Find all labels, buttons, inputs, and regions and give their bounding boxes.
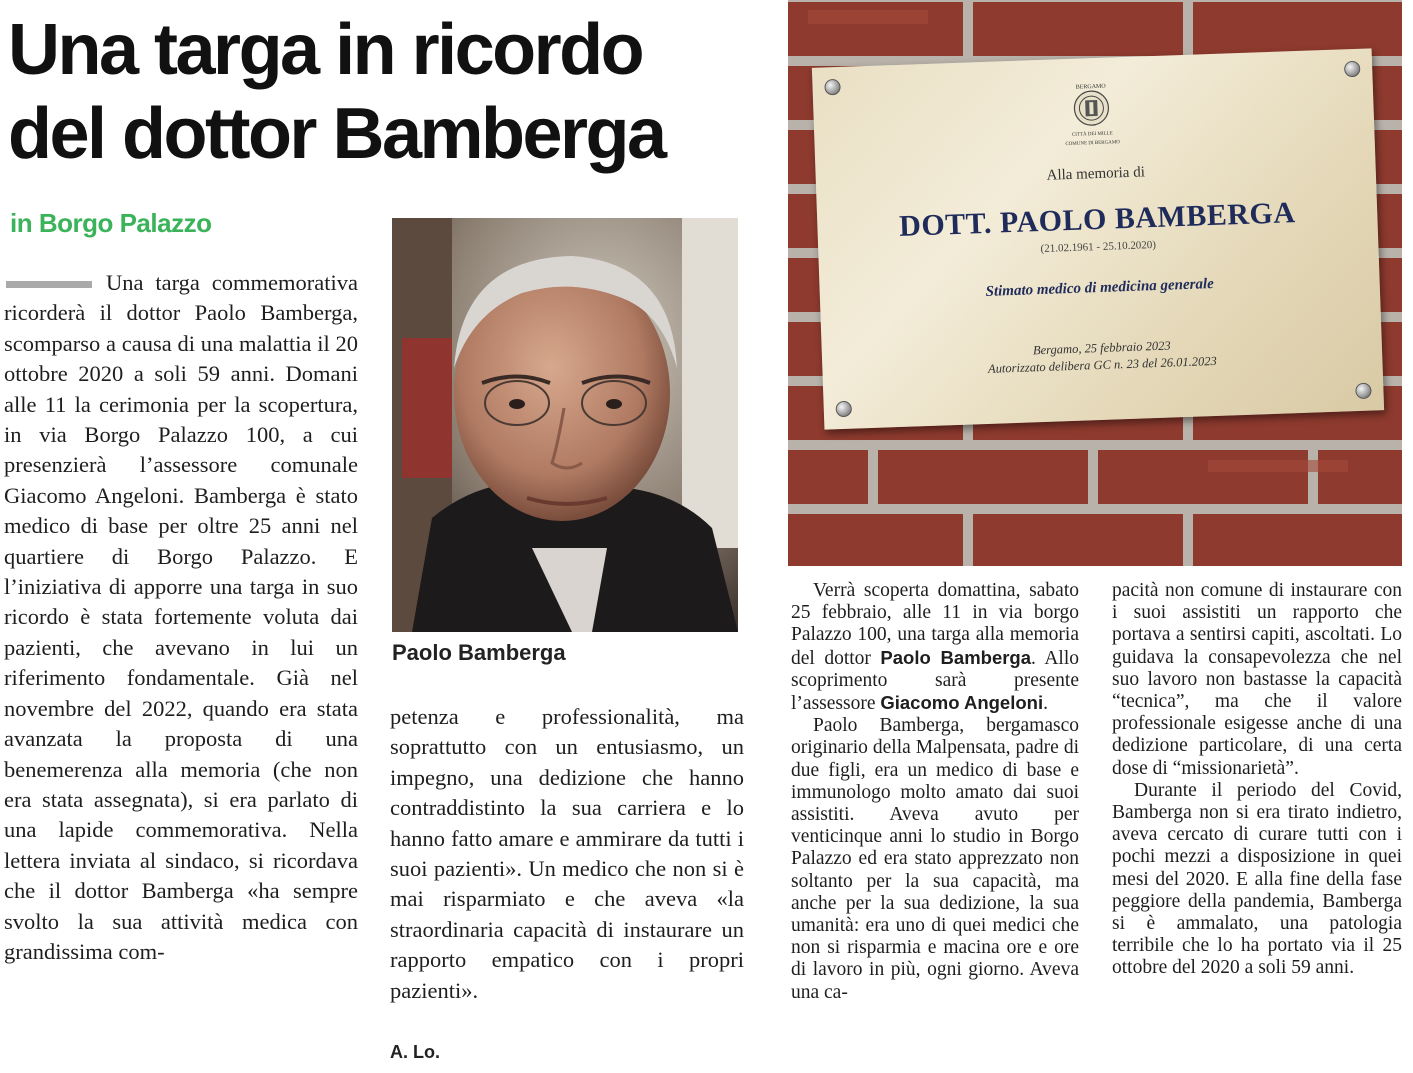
photo-caption: Paolo Bamberga <box>392 640 566 665</box>
article-body-left <box>4 268 358 967</box>
crest-text-top: BERGAMO <box>1075 83 1106 91</box>
screw-icon <box>1355 383 1372 400</box>
screw-icon <box>836 401 853 418</box>
screw-icon <box>1344 61 1361 78</box>
second-article-col-2 <box>1112 580 1402 980</box>
plaque-authorization: Autorizzato delibera GC n. 23 del 26.01.2023 <box>987 353 1217 376</box>
paragraph-text: . <box>1043 693 1048 715</box>
crest-text-bottom: CITTÀ DEI MILLE <box>1071 131 1113 138</box>
crest-text-sub: COMUNE DI BERGAMO <box>1065 140 1120 148</box>
screw-icon <box>824 79 841 96</box>
second-article-paragraph: pacità non comune di instaurare con i suoi assistiti un rapporto che portava a sentirsi capiti, ascoltati. Lo guidava la consapevolezza che nel suo lavoro non bastasse la capacità “tecnica”, ma che il valore professionale esigesse anche di una dedizione particolare, di una certa dose di “missionarietà”. <box>1112 580 1402 779</box>
portrait-illustration <box>392 218 738 632</box>
headline-line-1: Una targa in ricordo <box>8 10 643 90</box>
plaque-place-date: Bergamo, 25 febbraio 2023 <box>1032 338 1171 358</box>
bold-assessore: Giacomo Angeloni <box>880 692 1044 714</box>
plaque-photo <box>788 0 1402 566</box>
bold-name: Paolo Bamberga <box>880 646 1032 668</box>
body-left-text: Una targa commemorativa ricorderà il dottor Paolo Bamberga, scomparso a causa di una malattia il 20 ottobre 2020 a soli 59 anni. Domani alle 11 la cerimonia per la scopertura, in via Borgo Palazzo 100, a cui presenzierà l’assessore comunale Giacomo Angeloni. Bamberga è stato medico di base per oltre 25 anni nel quartiere di Borgo Palazzo. E l’iniziativa di apporre una targa in suo ricordo è stata fortemente voluta dai pazienti, che avevano in lui un riferimento fondamentale. Già nel novembre del 2022, quando era stata avanzata la proposta di una benemerenza alla memoria (che non era stata assegnata), si era parlato di una lapide commemorativa. Nella lettera inviata al sindaco, si ricordava che il dottor Bamberga «ha sempre svolto la sua attività medica con grandissima com- <box>4 270 358 964</box>
plaque-memoria: Alla memoria di <box>1046 164 1146 184</box>
headline <box>8 8 778 176</box>
bergamo-crest-icon <box>1044 79 1138 152</box>
paragraph-text: . Allo scoprimento sarà presente l’assessore <box>791 647 1079 715</box>
portrait-photo <box>392 218 738 632</box>
section-kicker: in Borgo Palazzo <box>10 208 212 238</box>
headline-line-2: del dottor Bamberga <box>8 94 665 174</box>
memorial-plaque <box>812 48 1384 429</box>
paragraph-text: Verrà scoperta domattina, sabato 25 febbraio, alle 11 in via borgo Palazzo 100, una targa alla memoria del dottor <box>791 580 1079 669</box>
article-body-middle: petenza e professionalità, ma soprattutto con un entusiasmo, un impegno, una dedizione che hanno contraddistinto la sua carriera e lo hanno fatto amare e ammirare da tutti i suoi pazienti». Un medico che non si è mai risparmiato e che aveva «la straordinaria capacità di instaurare un rapporto empatico con i propri pazienti». <box>390 704 744 1003</box>
second-article-paragraph: Durante il periodo del Covid, Bamberga non si era tirato indietro, aveva cercato di curare tutti con i pochi mezzi a disposizione in quei mesi del 2020. E alla fine della fase peggiore della pandemia, Bamberga si è ammalato, una patologia terribile che lo ha portato via il 25 ottobre del 2020 a soli 59 anni. <box>1112 779 1402 979</box>
plaque-name: DOTT. PAOLO BAMBERGA <box>898 196 1296 243</box>
plaque-motto: Stimato medico di medicina generale <box>985 275 1215 300</box>
lead-rule <box>6 281 92 288</box>
second-article-paragraph <box>791 580 1079 715</box>
plaque-dates: (21.02.1961 - 25.10.2020) <box>1040 238 1157 256</box>
author-signoff: A. Lo. <box>390 1042 440 1062</box>
second-article-paragraph: Paolo Bamberga, bergamasco originario della Malpensata, padre di due figli, era un medico di base e immunologo molto amato dai suoi assistiti. Aveva avuto per venticinque anni lo studio in Borgo Palazzo ed era stato apprezzato non soltanto per la sua capacità, ma anche per la sua dedizione, la sua umanità: era uno di quei medici che non si risparmia e macina ore e ore di lavoro in più, ogni giorno. Aveva una ca- <box>791 715 1079 1003</box>
second-article-col-1 <box>791 580 1079 1004</box>
